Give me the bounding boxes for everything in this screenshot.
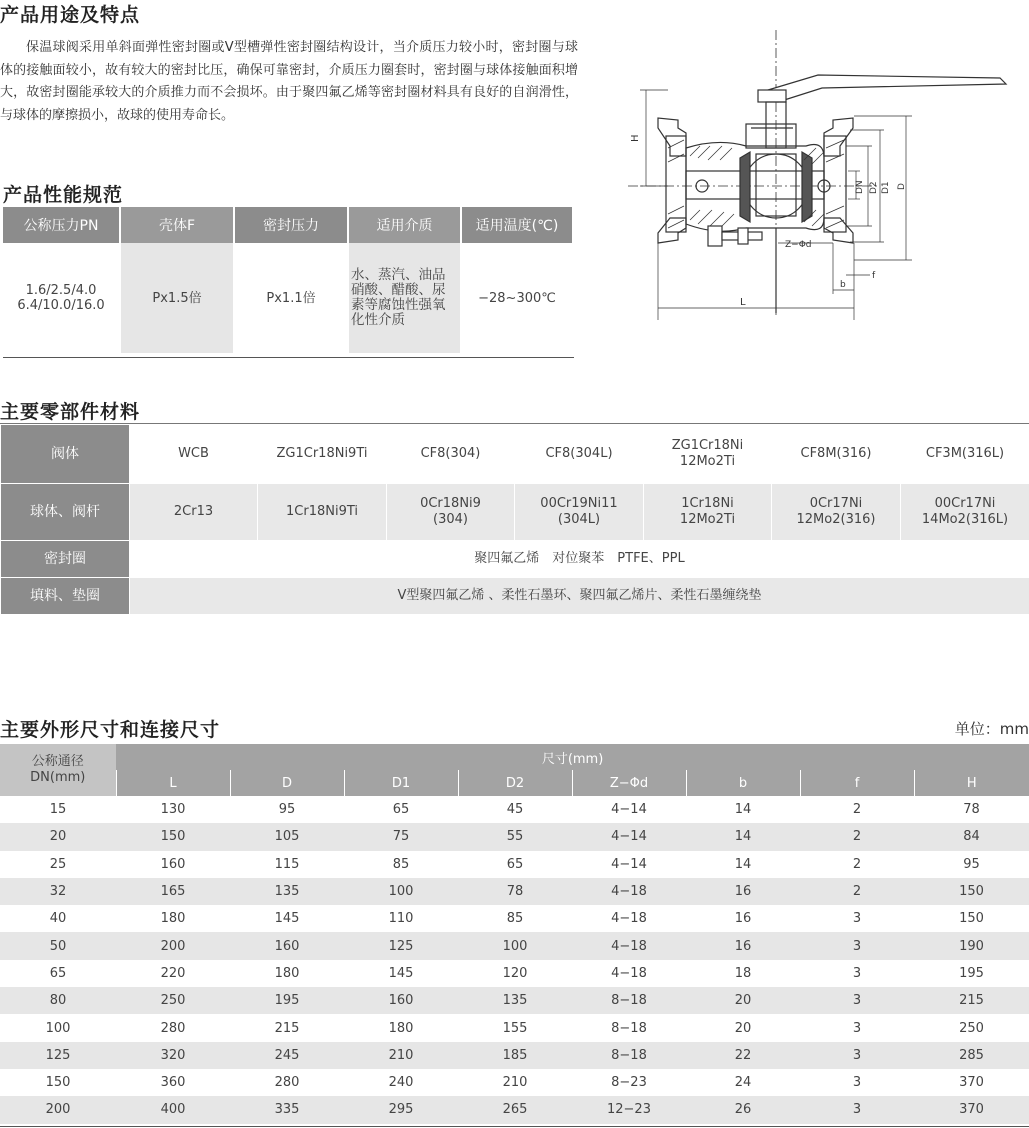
dims-cell: 215 (274, 1020, 300, 1036)
materials-cell (901, 425, 1029, 484)
perf-pressure-line2: 6.4/10.0/16.0 (17, 298, 105, 313)
dims-column-header: D2 (458, 770, 572, 796)
drawing-label-D: D (897, 183, 907, 190)
cell-line: CF8(304L) (545, 446, 613, 461)
dims-cell: 75 (344, 823, 458, 850)
dims-cell: 110 (388, 911, 414, 927)
table-row (0, 905, 1029, 932)
cell-line: (304) (433, 512, 468, 527)
dims-cell: 4−18 (611, 965, 647, 981)
dims-cell: 370 (959, 1075, 984, 1091)
drawing-label-f: f (872, 271, 876, 281)
dims-cell: 4−14 (611, 802, 647, 818)
dims-cell: 115 (274, 856, 300, 872)
table-row (0, 960, 1029, 987)
materials-label-body: 阀体 (1, 425, 130, 484)
valve-cross-section-drawing (628, 28, 1018, 328)
dimensions-title: 主要外形尺寸和连接尺寸 (0, 719, 221, 741)
dims-cell-dn: 100 (45, 1020, 71, 1036)
dims-cell-dn: 200 (0, 1096, 116, 1123)
materials-cell (515, 425, 644, 484)
dims-cell: 295 (344, 1096, 458, 1123)
table-row (0, 1014, 1029, 1041)
dims-column-header: H (914, 770, 1029, 796)
table-row (0, 1069, 1029, 1096)
dims-cell: 360 (160, 1075, 186, 1091)
unit-label: 单位：mm (954, 720, 1029, 738)
dims-cell: 20 (734, 1020, 752, 1036)
materials-label-seal: 密封圈 (1, 541, 130, 578)
dims-cell: 155 (502, 1020, 528, 1036)
dims-cell: 280 (274, 1075, 300, 1091)
cell-line: 1Cr18Ni9Ti (286, 504, 358, 519)
dims-cell: 4−14 (572, 823, 686, 850)
dims-cell: 8−18 (611, 1020, 647, 1036)
dims-cell: 135 (458, 987, 572, 1014)
dims-column-header: L (116, 770, 230, 796)
dims-cell: 4−18 (572, 932, 686, 959)
dims-cell-dn: 50 (0, 932, 116, 959)
dims-cell: 2 (852, 856, 862, 872)
dims-cell: 145 (388, 965, 414, 981)
dims-cell: 150 (116, 823, 230, 850)
cell-line: 12Mo2Ti (679, 512, 736, 527)
dims-cell: 210 (502, 1075, 528, 1091)
materials-label-packing: 填料、垫圈 (1, 578, 130, 615)
dims-cell: 280 (160, 1020, 186, 1036)
dims-cell: 65 (392, 802, 410, 818)
drawing-label-D1: D1 (881, 181, 891, 194)
dims-cell: 285 (914, 1042, 1029, 1069)
usage-title: 产品用途及特点 (0, 4, 141, 26)
dims-cell: 4−18 (572, 878, 686, 905)
dims-cell: 250 (116, 987, 230, 1014)
dims-cell: 3 (852, 1075, 862, 1091)
dims-cell-dn: 80 (0, 987, 116, 1014)
dims-cell: 190 (914, 932, 1029, 959)
materials-row-body (1, 425, 1029, 484)
materials-table (0, 424, 1029, 615)
perf-cell-medium: 水、蒸汽、油品硝酸、醋酸、尿素等腐蚀性强氧化性介质 (348, 243, 461, 353)
dims-cell: 8−23 (611, 1075, 647, 1091)
dims-cell: 160 (230, 932, 344, 959)
perf-header-seal: 密封压力 (234, 207, 348, 243)
performance-table-bottom-rule (3, 357, 574, 358)
dims-cell: 2 (800, 878, 914, 905)
dims-cell: 320 (116, 1042, 230, 1069)
dims-cell-dn: 40 (49, 911, 67, 927)
dims-cell: 195 (959, 965, 984, 981)
materials-cell (387, 425, 515, 484)
drawing-label-b: b (840, 280, 846, 290)
table-row (0, 932, 1029, 959)
materials-title: 主要零部件材料 (0, 401, 141, 423)
dims-cell: 8−18 (572, 987, 686, 1014)
dims-cell: 14 (734, 802, 752, 818)
dims-cell-dn: 20 (0, 823, 116, 850)
perf-header-medium: 适用介质 (348, 207, 461, 243)
cell-line: CF3M(316L) (925, 446, 1005, 461)
dims-header-dn (0, 744, 116, 796)
dims-cell-dn: 125 (0, 1042, 116, 1069)
cell-line: 0Cr18Ni9 (420, 496, 481, 511)
dims-cell: 95 (278, 802, 296, 818)
dims-cell: 400 (116, 1096, 230, 1123)
dims-cell-dn: 32 (0, 878, 116, 905)
dims-cell: 105 (230, 823, 344, 850)
dims-cell: 180 (388, 1020, 414, 1036)
dims-cell: 130 (160, 802, 186, 818)
cell-line: 12Mo2Ti (679, 454, 736, 469)
cell-line: 2Cr13 (173, 504, 214, 519)
dimensions-table-bottom-rule (0, 1126, 1029, 1127)
materials-row-packing (1, 578, 1029, 615)
materials-cell (644, 484, 772, 541)
cell-line: 0Cr17Ni (809, 496, 863, 511)
dims-cell: 150 (959, 911, 984, 927)
dims-cell: 3 (800, 1042, 914, 1069)
dims-cell-dn: 25 (49, 856, 67, 872)
dims-cell: 145 (274, 911, 300, 927)
dims-cell-dn: 150 (45, 1075, 71, 1091)
dims-header-dn-line2: DN(mm) (30, 770, 86, 785)
dims-header-dn-line1: 公称通径 (31, 754, 84, 769)
dims-cell-dn: 65 (49, 965, 67, 981)
cell-line: 12Mo2(316) (796, 512, 876, 527)
cell-line: ZG1Cr18Ni9Ti (276, 446, 368, 461)
drawing-label-DN: DN (855, 180, 865, 194)
dims-cell: 200 (116, 932, 230, 959)
dims-column-header: Z−Φd (572, 770, 686, 796)
table-row (0, 1096, 1029, 1123)
perf-header-temp: 适用温度(℃) (461, 207, 573, 243)
dims-cell: 16 (686, 878, 800, 905)
materials-cell-packing: V型聚四氟乙烯 、柔性石墨环、聚四氟乙烯片、柔性石墨缠绕垫 (130, 578, 1029, 615)
materials-cell (772, 484, 901, 541)
dims-cell: 16 (734, 911, 752, 927)
dims-column-header: b (686, 770, 800, 796)
dims-cell: 95 (963, 856, 980, 872)
dims-cell: 160 (160, 856, 186, 872)
perf-cell-pressure (3, 243, 120, 353)
cell-line: CF8M(316) (800, 446, 872, 461)
dims-cell: 65 (506, 856, 524, 872)
cell-line: 00Cr17Ni (934, 496, 996, 511)
dims-cell: 100 (344, 878, 458, 905)
dims-cell: 150 (914, 878, 1029, 905)
dims-cell: 2 (852, 802, 862, 818)
dims-cell: 78 (963, 802, 980, 818)
cell-line: ZG1Cr18Ni (671, 438, 744, 453)
dims-cell: 84 (914, 823, 1029, 850)
dims-cell: 14 (686, 823, 800, 850)
table-row (0, 796, 1029, 823)
perf-header-pressure: 公称压力PN (3, 207, 120, 243)
dims-cell: 120 (502, 965, 528, 981)
materials-row-ball-stem (1, 484, 1029, 541)
cell-line: 1Cr18Ni (681, 496, 734, 511)
dims-cell: 85 (392, 856, 410, 872)
dims-cell: 85 (506, 911, 524, 927)
cell-line: WCB (178, 446, 209, 461)
dims-cell: 210 (344, 1042, 458, 1069)
cell-line: 00Cr19Ni11 (540, 496, 618, 511)
dims-cell: 185 (458, 1042, 572, 1069)
perf-cell-temp: −28~300℃ (461, 243, 573, 353)
dims-column-header: D (230, 770, 344, 796)
performance-title: 产品性能规范 (3, 184, 124, 206)
cell-line: CF8(304) (420, 446, 481, 461)
dims-cell: 335 (230, 1096, 344, 1123)
materials-cell (387, 484, 515, 541)
materials-cell (515, 484, 644, 541)
dims-cell: 45 (506, 802, 524, 818)
dims-cell: 265 (458, 1096, 572, 1123)
materials-cell (644, 425, 772, 484)
dims-cell: 3 (800, 987, 914, 1014)
dims-cell: 3 (852, 965, 862, 981)
usage-description: 保温球阀采用单斜面弹性密封圈或V型槽弹性密封圈结构设计，当介质压力较小时，密封圈与球体的接触面较小，故有较大的密封比压，确保可靠密封，介质压力圈套时，密封圈与球体接触面积增大，故密封圈能承较大的介质推力而不会损坏。由于聚四氟乙烯等密封圈材料具有良好的自润滑性，与球体的摩擦损小，故球的使用寿命长。 (0, 40, 578, 123)
materials-cell (130, 425, 258, 484)
materials-cell (901, 484, 1029, 541)
drawing-label-D2: D2 (869, 181, 879, 194)
dims-cell-dn: 15 (49, 802, 67, 818)
perf-cell-shell: Px1.5倍 (120, 243, 234, 353)
dims-cell: 160 (344, 987, 458, 1014)
dims-cell: 3 (852, 911, 862, 927)
dims-cell: 135 (230, 878, 344, 905)
dimensions-table (0, 744, 1029, 1124)
dims-cell: 78 (458, 878, 572, 905)
materials-label-ball-stem: 球体、阀杆 (1, 484, 130, 541)
dims-column-header: f (800, 770, 914, 796)
materials-cell (130, 484, 258, 541)
dims-cell: 100 (458, 932, 572, 959)
dims-cell: 55 (458, 823, 572, 850)
dims-cell: 3 (852, 1020, 862, 1036)
dims-cell: 4−14 (611, 856, 647, 872)
materials-cell-seal: 聚四氟乙烯 对位聚苯 PTFE、PPL (130, 541, 1029, 578)
perf-header-shell: 壳体F (120, 207, 234, 243)
dims-cell: 2 (800, 823, 914, 850)
table-row (0, 851, 1029, 878)
table-row (0, 878, 1029, 905)
drawing-label-H: H (630, 134, 641, 142)
dims-column-header: D1 (344, 770, 458, 796)
dims-cell: 215 (914, 987, 1029, 1014)
dims-cell: 180 (274, 965, 300, 981)
dims-cell: 22 (686, 1042, 800, 1069)
dims-cell: 220 (160, 965, 186, 981)
materials-cell (258, 484, 387, 541)
materials-cell (258, 425, 387, 484)
performance-table (3, 207, 574, 353)
table-row (0, 1042, 1029, 1069)
dims-cell: 250 (959, 1020, 984, 1036)
dims-header-size: 尺寸(mm) (116, 744, 1029, 770)
dims-cell: 370 (914, 1096, 1029, 1123)
dims-cell: 180 (160, 911, 186, 927)
dims-cell: 18 (734, 965, 752, 981)
dims-cell: 245 (230, 1042, 344, 1069)
dims-cell: 240 (388, 1075, 414, 1091)
dims-cell: 20 (686, 987, 800, 1014)
perf-pressure-line1: 1.6/2.5/4.0 (25, 283, 97, 298)
dims-cell: 3 (800, 932, 914, 959)
materials-row-seal (1, 541, 1029, 578)
cell-line: 14Mo2(316L) (921, 512, 1009, 527)
drawing-label-Z-d: Z−Φd (785, 240, 812, 250)
dims-cell: 14 (734, 856, 752, 872)
perf-cell-seal: Px1.1倍 (234, 243, 348, 353)
dims-cell: 4−18 (611, 911, 647, 927)
dims-cell: 125 (344, 932, 458, 959)
dims-cell: 165 (116, 878, 230, 905)
dims-cell: 8−18 (572, 1042, 686, 1069)
dims-cell: 195 (230, 987, 344, 1014)
drawing-label-L: L (740, 297, 746, 308)
dims-cell: 12−23 (572, 1096, 686, 1123)
materials-cell (772, 425, 901, 484)
dims-cell: 16 (686, 932, 800, 959)
cell-line: (304L) (557, 512, 601, 527)
dims-cell: 24 (734, 1075, 752, 1091)
dims-cell: 26 (686, 1096, 800, 1123)
table-row (0, 823, 1029, 850)
table-row (0, 987, 1029, 1014)
dims-cell: 3 (800, 1096, 914, 1123)
